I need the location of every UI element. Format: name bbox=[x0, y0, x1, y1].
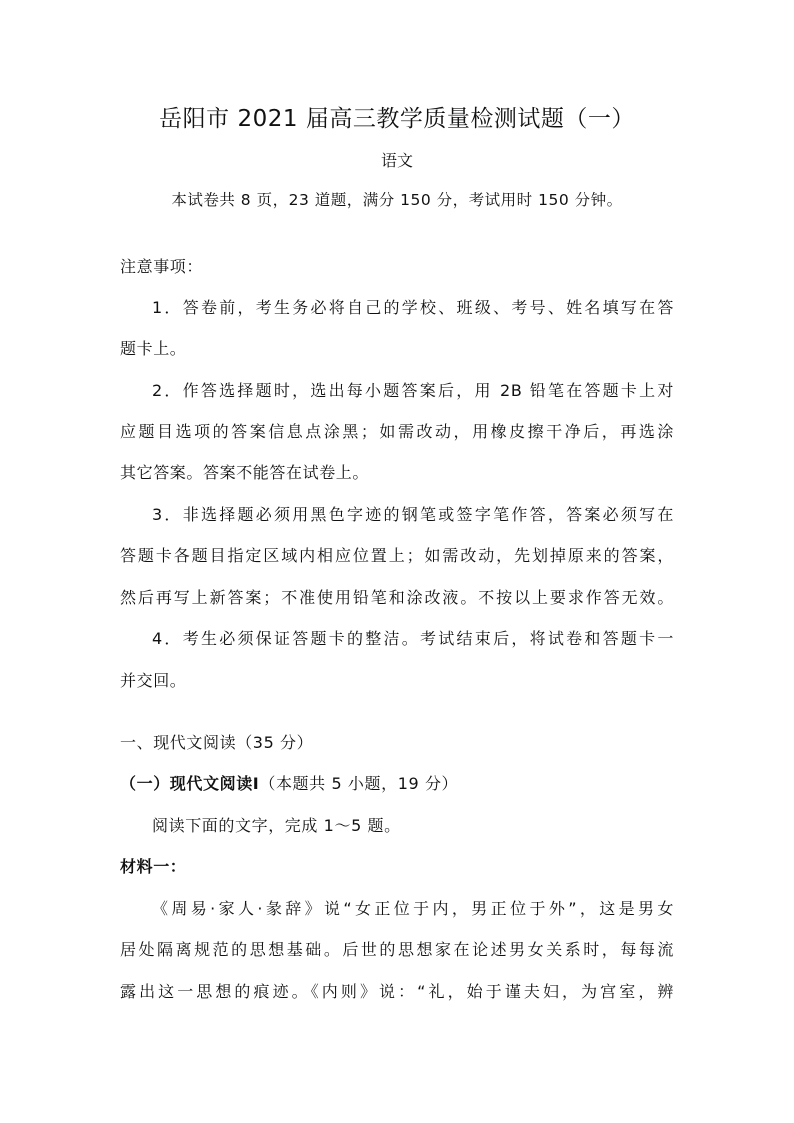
subsection-title-main: （一）现代文阅读Ⅰ bbox=[120, 774, 260, 793]
subsection-title-detail: （本题共 5 小题，19 分） bbox=[259, 774, 459, 793]
note-3-line-2: 答题卡各题目指定区域内相应位置上；如需改动，先划掉原来的答案， bbox=[120, 546, 674, 565]
material-line-1: 《周易·家人·彖辞》说“女正位于内，男正位于外”，这是男女 bbox=[152, 899, 674, 918]
material-line-3: 露出这一思想的痕迹。《内则》说：“礼，始于谨夫妇，为宫室，辨 bbox=[120, 982, 674, 1001]
exam-info: 本试卷共 8 页，23 道题，满分 150 分，考试用时 150 分钟。 bbox=[171, 191, 623, 209]
note-2-line-2: 应题目选项的答案信息点涂黑；如需改动，用橡皮擦干净后，再选涂 bbox=[120, 422, 674, 441]
material-label: 材料一： bbox=[120, 857, 187, 876]
note-4-line-1: 4．考生必须保证答题卡的整洁。考试结束后，将试卷和答题卡一 bbox=[152, 629, 674, 648]
note-4-line-2: 并交回。 bbox=[120, 671, 187, 690]
material-line-2: 居处隔离规范的思想基础。后世的思想家在论述男女关系时，每每流 bbox=[120, 940, 674, 959]
note-3-line-3: 然后再写上新答案；不准使用铅笔和涂改液。不按以上要求作答无效。 bbox=[120, 588, 674, 607]
notes-heading: 注意事项： bbox=[120, 257, 204, 276]
section-title: 一、现代文阅读（35 分） bbox=[120, 733, 314, 752]
note-1-line-2: 题卡上。 bbox=[120, 339, 187, 358]
subject-label: 语文 bbox=[380, 151, 413, 170]
exam-title: 岳阳市 2021 届高三教学质量检测试题（一） bbox=[159, 106, 635, 132]
reading-instruction: 阅读下面的文字，完成 1～5 题。 bbox=[152, 816, 401, 835]
note-1-line-1: 1．答卷前，考生务必将自己的学校、班级、考号、姓名填写在答 bbox=[152, 298, 674, 317]
subsection-title bbox=[120, 771, 458, 794]
note-2-line-3: 其它答案。答案不能答在试卷上。 bbox=[120, 463, 370, 482]
note-3-line-1: 3．非选择题必须用黑色字迹的钢笔或签字笔作答，答案必须写在 bbox=[152, 505, 674, 524]
note-2-line-1: 2．作答选择题时，选出每小题答案后，用 2B 铅笔在答题卡上对 bbox=[152, 381, 674, 400]
